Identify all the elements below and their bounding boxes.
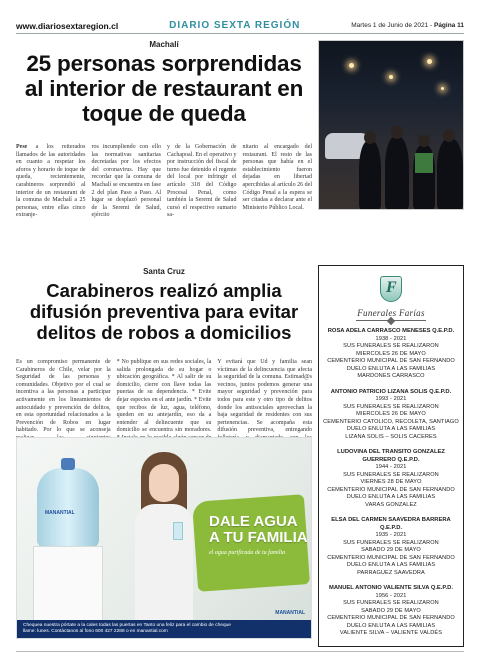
obituary-line: DUELO ENLUTA A LAS FAMILIAS [346, 622, 436, 629]
obituary-line: SUS FUNERALES SE REALIZARON [343, 403, 439, 410]
ad-footer-line: Chequea nuestra pórtate a la cales todas las puertas en Tanto una feliz para el cambio de cheque [23, 623, 231, 628]
obituary-line: SABADO 29 DE MAYO [361, 607, 421, 614]
street-light [427, 59, 432, 64]
obituary-line: SUS FUNERALES SE REALIZARON [343, 539, 439, 546]
obituary-line: DUELO ENLUTA A LAS FAMILIAS [346, 562, 436, 568]
obituary-line: CEMENTERIO MUNICIPAL DE SAN FERNANDO [327, 358, 455, 364]
funeral-notices [318, 265, 464, 647]
obituary-line: VARAS GONZALEZ [365, 501, 417, 508]
article-column: * No publique en sus redes sociales, la salida prolongada de su hogar o ubicación geográfica. * Al salir de su domicilio, cierre con llave todas las puertas de su dependencia. * Evite dejar especies en el ante jardín. * Evite que recibos de luz, agua, teléfono, queden en su antejardín, eso da a entender al delincuente que su domicilio se encuentra sin moradores. [116, 359, 212, 434]
obituary-list [323, 328, 459, 638]
person [437, 139, 463, 210]
obituary-line: CEMENTERIO MUNICIPAL DE SAN FERNANDO [327, 554, 455, 561]
article-column: ros incumpliendo con ello las normativas sanitarias decretadas por los efectos del coronavirus. Hay que recordar que la comuna de Machalí se encuentra en fase 2 del plan Paso a Paso. Al lugar se desplazó personal de la Seremi de Salud, ejército [91, 144, 161, 219]
water-dispenser [33, 546, 103, 626]
model-face [149, 464, 179, 502]
page-number: Página 11 [433, 22, 464, 29]
drop-word: Pese [16, 144, 28, 150]
ad-slogan [209, 514, 308, 546]
obituary-line: 1938 - 2021 [375, 335, 407, 342]
date-text: Martes 1 de Junio de 2021 - [351, 22, 434, 29]
ad-brand-mark: MANANTIAL [275, 610, 305, 616]
person [385, 137, 409, 210]
page-bottom-rule [16, 651, 464, 652]
obituary-line: MARDONES CARRASCO [357, 373, 425, 379]
article-restaurant [16, 38, 312, 220]
slogan-line: A TU FAMILIA [209, 529, 308, 546]
article-headline: 25 personas sorprendidas al interior de restaurant en toque de queda [24, 51, 304, 126]
officer-vest [415, 153, 433, 173]
ad-subslogan: el agua purificada de tu familia [209, 550, 286, 556]
person-head [391, 126, 403, 139]
obituary-entry [323, 517, 459, 577]
obituary-line: DUELO ENLUTA A LAS FAMILIAS [346, 426, 436, 432]
ad-model [135, 452, 195, 620]
obituary-line: SABADO 29 DE MAYO [361, 547, 421, 553]
paper-title: DIARIO SEXTA REGIÓN [169, 20, 301, 31]
obituary-line: 1935 - 2021 [375, 532, 407, 538]
obituary-line: SUS FUNERALES SE REALIZARON [343, 471, 439, 478]
obituary-line: VALIENTE SILVA – VALIENTE VALDÉS [339, 630, 443, 636]
article-section: Machalí [149, 40, 179, 49]
obituary-name: ANTONIO PATRICIO LIZANA SOLIS Q.E.P.D. [330, 388, 452, 395]
issue-date [351, 22, 464, 29]
page-header [16, 18, 464, 34]
model-body [135, 504, 193, 620]
person [359, 141, 381, 210]
article-section: Santa Cruz [143, 267, 185, 276]
bottle-brand: MANANTIAL [45, 510, 75, 516]
article-column: Es un compromiso permanente de Carabineros de Chile, velar por la Seguridad de las personas y comunidades. Objetivo por el cual se incentiva a las personas a participar activamente en los lineamientos de autocuidado y prevención de delitos, en esta oportunidad relacionados a la Prevención de Robos en lugar habitado. Por lo que se aconseja [16, 359, 111, 434]
obituary-entry [323, 585, 459, 638]
obituary-line: MIERCOLES 26 DE MAYO [356, 350, 426, 357]
street-light [389, 75, 393, 79]
obituary-line: 1993 - 2021 [375, 396, 407, 402]
obituary-line: CEMENTERIO MUNICIPAL DE SAN FERNANDO [327, 615, 455, 621]
article-column: y de la Gobernación de Cachapoal. En el operativo y por instrucción del fiscal de turno fue detenido el regente del local por infringir el artículo 318 del Código Procesal Penal, como también la Seremi de Salud cursó el respectivo sumario sa- [167, 144, 237, 219]
article-column [16, 144, 86, 220]
obituary-line: 1956 - 2021 [375, 592, 407, 599]
funeral-home-name: Funerales Farías [357, 308, 425, 318]
advertisement[interactable] [16, 437, 312, 639]
ad-footer-contact[interactable]: llame: lunes. Contáctanos al fono 600 427 2288 o en manantial.com [23, 629, 168, 634]
obituary-line: DUELO ENLUTA A LAS FAMILIAS [346, 365, 436, 372]
logo-letter: F [386, 279, 397, 296]
obituary-line: 1944 - 2021 [375, 464, 407, 470]
article-photo [318, 40, 464, 210]
water-bottle [37, 468, 99, 548]
obituary-line: CEMENTERIO MUNICIPAL DE SAN FERNANDO [327, 486, 455, 493]
street-light [441, 87, 444, 90]
funeral-logo-icon [380, 276, 402, 304]
obituary-name: MANUEL ANTONIO VALIENTE SILVA Q.E.P.D. [329, 585, 453, 591]
obituary-line: DUELO ENLUTA A LAS FAMILIAS [346, 494, 436, 500]
obituary-line: VIERNES 28 DE MAYO [360, 479, 422, 485]
obituary-line: CEMENTERIO CATOLICO, RECOLETA, SANTIAGO [323, 418, 459, 425]
obituary-name: ELSA DEL CARMEN SAAVEDRA BARRERA Q.E.P.D. [331, 517, 451, 531]
obituary-name: LUDOVINA DEL TRANSITO GONZALEZ GUERRERO Q.E.P.D. [337, 449, 445, 463]
article-headline: Carabineros realizó amplia difusión preventiva para evitar delitos de robos a domicilios [29, 280, 299, 343]
obituary-entry [323, 449, 459, 509]
obituary-line: MIERCOLES 26 DE MAYO [356, 411, 426, 417]
street-light [349, 63, 354, 68]
ad-footer [17, 620, 311, 638]
obituary-line: LIZANA SOLIS – SOLIS CACERES [345, 433, 437, 440]
obituary-entry [323, 328, 459, 381]
person-head [418, 135, 430, 147]
article-column: Y evitará que Ud y familia sean víctimas de la delincuencia que afecta la seguridad de la comuna. Estimad@s vecinos, juntos podemos generar una mayor seguridad y prevención para todos para este y otro tipo de delitos donde los antisociales aprovechan la baja seguridad de residentes con sus pertenencias. Se acompaña esta difusión preventiva, entregando [217, 359, 313, 434]
site-url[interactable]: www.diariosextaregion.cl [16, 20, 119, 31]
obituary-line: SUS FUNERALES SE REALIZARON [343, 600, 439, 606]
obituary-line: SUS FUNERALES SE REALIZARON [343, 343, 439, 349]
person-head [364, 131, 376, 144]
person-head [443, 129, 455, 142]
obituary-entry [323, 389, 459, 442]
column-text: a los reiterados llamados de las autoridades en cuanto a respetar los aforos y horario de toque de queda, recientemente, carabineros sorprendió al interior de un restaurant de la comuna de Machalí a 25 personas, entre ellas cinco extranje- [16, 144, 86, 219]
divider-ornament [356, 320, 426, 324]
water-glass [173, 522, 183, 540]
slogan-line: DALE AGUA [209, 513, 298, 530]
article-column: nitario al encargado del restaurant. El resto de las personas que había en el establecimiento fueron dejadas en libertad apercibidas al artículo 26 del Código Penal a la espera se ser citadas a declarar ante el Ministerio Público Local. [242, 144, 312, 211]
obituary-name: ROSA ADELA CARRASCO MENESES Q.E.P.D. [327, 328, 455, 334]
obituary-line: PARRAGUEZ SAAVEDRA [357, 569, 425, 576]
article-body [16, 144, 312, 220]
